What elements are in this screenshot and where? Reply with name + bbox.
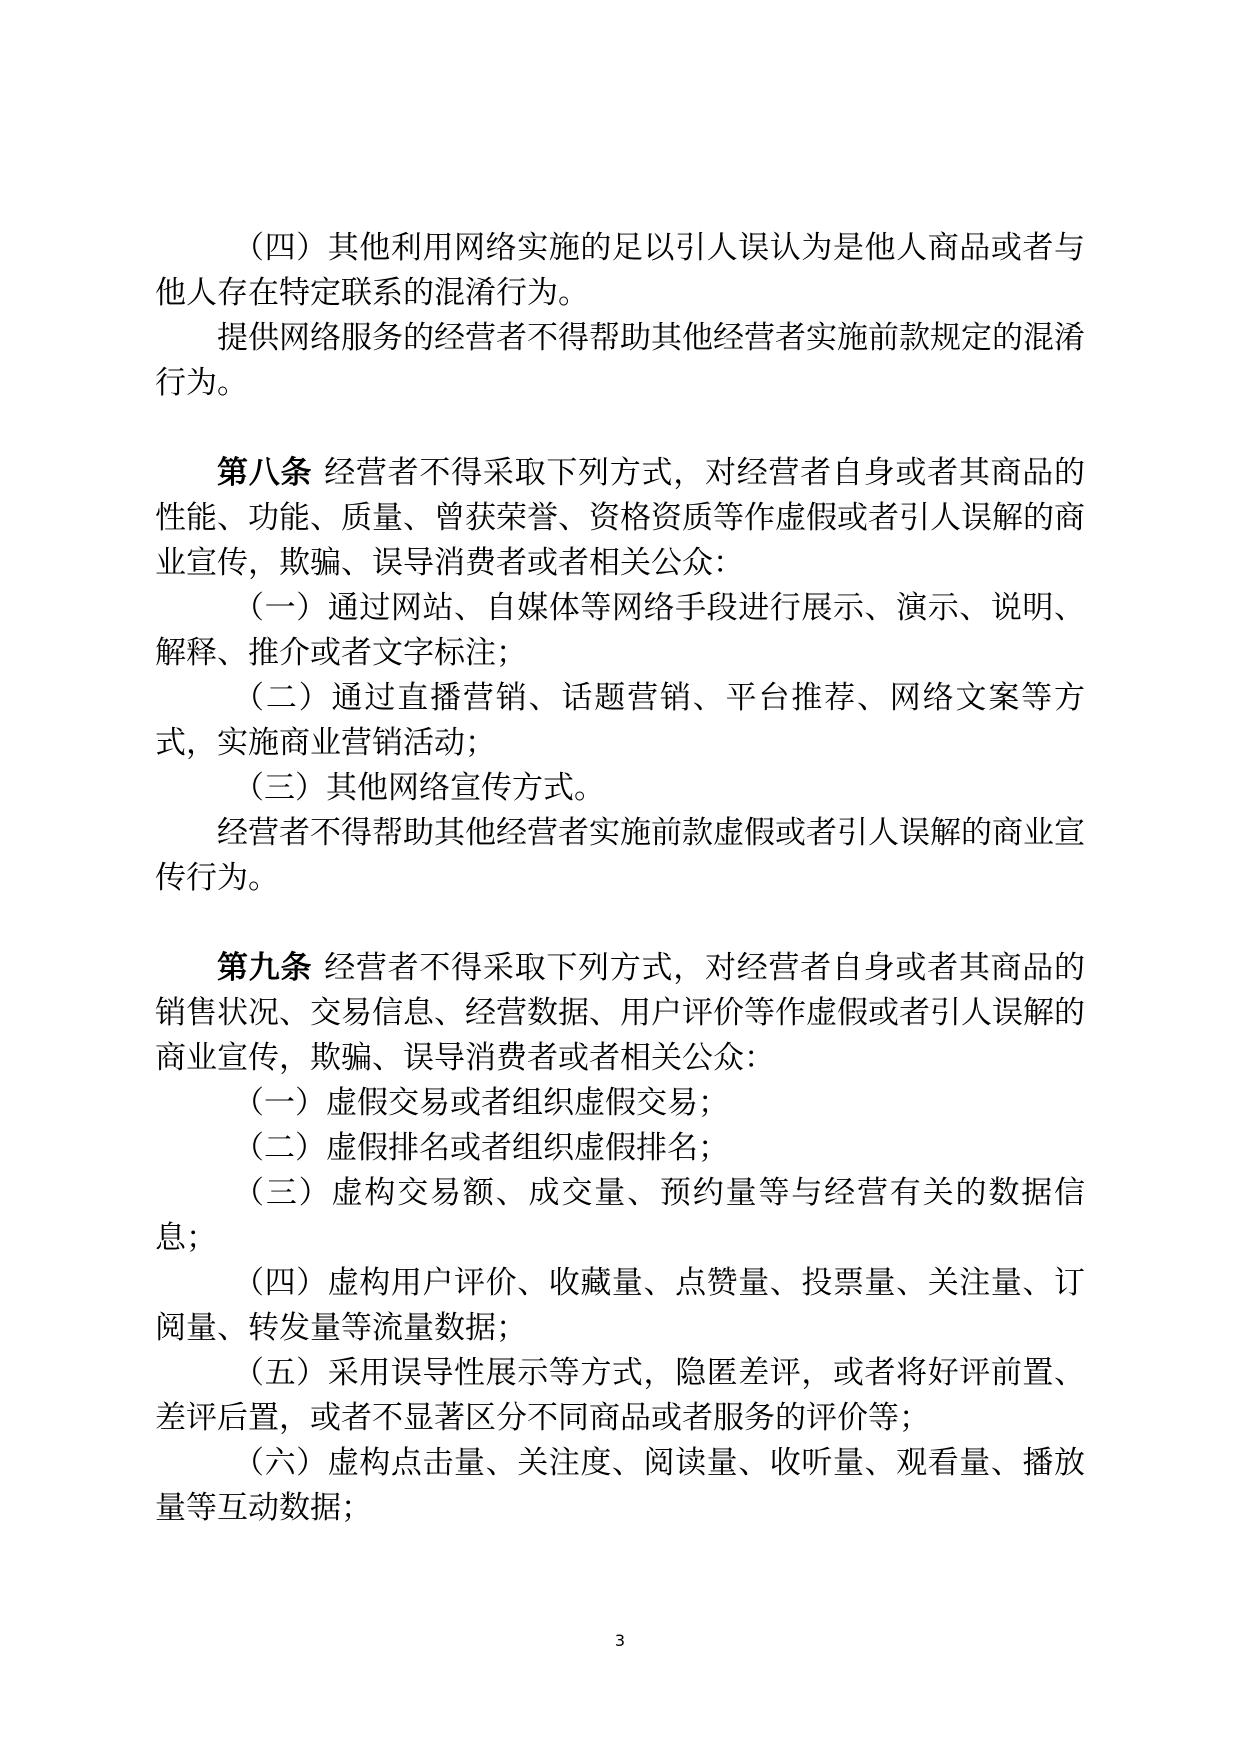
article-9-intro: [155, 946, 1085, 1081]
paragraph-item-four: （四）其他利用网络实施的足以引人误认为是他人商品或者与他人存在特定联系的混淆行为。: [155, 230, 1085, 311]
article-9-item-2: （二）虚假排名或者组织虚假排名；: [233, 1130, 729, 1166]
paragraph-network-service: 提供网络服务的经营者不得帮助其他经营者实施前款规定的混淆行为。: [155, 320, 1085, 401]
article-8-item-1: （一）通过网站、自媒体等网络手段进行展示、演示、说明、解释、推介或者文字标注；: [155, 590, 1085, 671]
article-9-item-1: （一）虚假交易或者组织虚假交易；: [233, 1085, 729, 1121]
page-number: 3: [614, 1631, 626, 1650]
paragraph-gap: [155, 406, 1085, 451]
article-8-closing: 经营者不得帮助其他经营者实施前款虚假或者引人误解的商业宣传行为。: [155, 815, 1085, 896]
paragraph-gap: [155, 901, 1085, 946]
article-8-intro: [155, 451, 1085, 586]
article-9-intro-text: 经营者不得采取下列方式，对经营者自身或者其商品的销售状况、交易信息、经营数据、用户评价等作虚假或者引人误解的商业宣传，欺骗、误导消费者或者相关公众：: [155, 950, 1086, 1076]
article-9-item-3: （三）虚构交易额、成交量、预约量等与经营有关的数据信息；: [155, 1175, 1085, 1256]
article-9-item-6: （六）虚构点击量、关注度、阅读量、收听量、观看量、播放量等互动数据；: [155, 1445, 1085, 1526]
article-8-item-3: （三）其他网络宣传方式。: [233, 770, 605, 806]
article-8-intro-text: 经营者不得采取下列方式，对经营者自身或者其商品的性能、功能、质量、曾获荣誉、资格资质等作虚假或者引人误解的商业宣传，欺骗、误导消费者或者相关公众：: [155, 455, 1086, 581]
article-8-item-2: （二）通过直播营销、话题营销、平台推荐、网络文案等方式，实施商业营销活动；: [155, 680, 1085, 761]
article-9-item-5: （五）采用误导性展示等方式，隐匿差评，或者将好评前置、差评后置，或者不显著区分不同商品或者服务的评价等；: [155, 1355, 1085, 1436]
article-9-label: 第九条: [217, 950, 313, 986]
article-8-label: 第八条: [217, 455, 313, 491]
document-body: [155, 226, 1085, 1531]
article-9-item-4: （四）虚构用户评价、收藏量、点赞量、投票量、关注量、订阅量、转发量等流量数据；: [155, 1265, 1085, 1346]
